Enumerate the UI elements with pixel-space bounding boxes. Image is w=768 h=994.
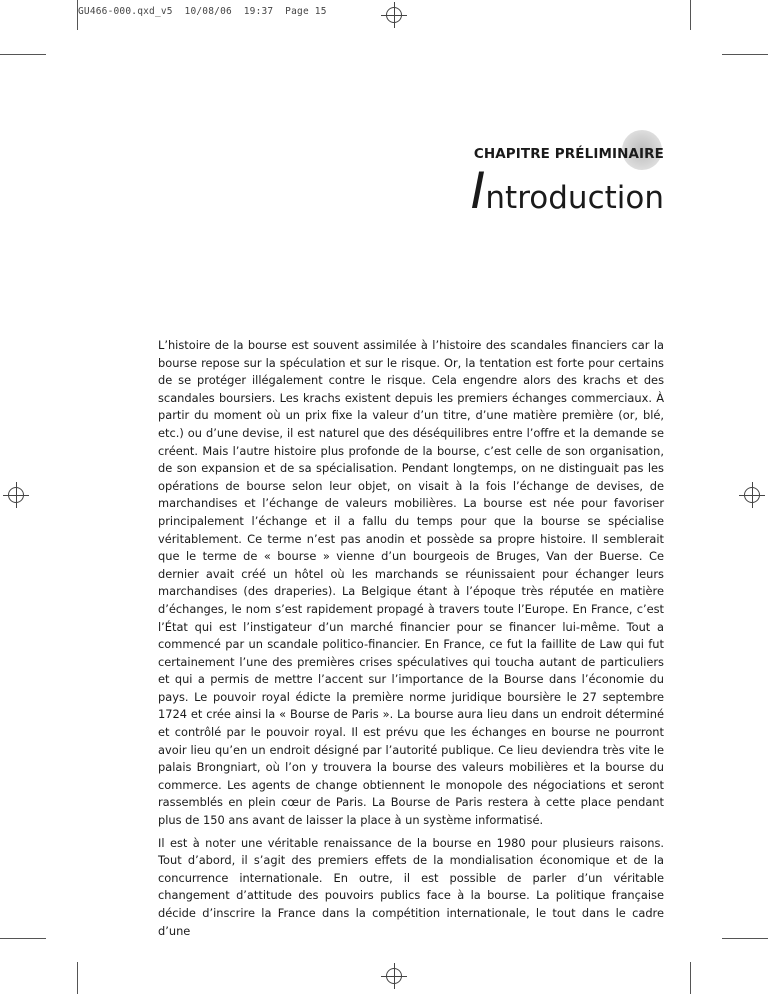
registration-mark-right [744,487,760,503]
registration-mark-left [8,487,24,503]
registration-mark-top [386,7,402,23]
crop-mark-top-right-v [690,0,691,30]
crop-mark-bottom-right-v [690,962,691,994]
crop-mark-bottom-right-h [722,938,768,939]
paragraph: Il est à noter une véritable renaissance de la bourse en 1980 pour plusieurs raisons. Tout d’abord, il s’agit des premiers effets de la mondialisation économique et de la concurrence internationale. En outre, il est possible de parler d’un véritable changement d’attitude des pouvoirs publics face à la bourse. La politique française décide d’inscrire la France dans la compétition internationale, le tout dans le cadre d’une [158,835,664,938]
registration-mark-bottom [386,968,402,984]
crop-mark-top-right-h [722,54,768,55]
crop-mark-bottom-left-v [77,962,78,994]
chapter-title-rest: ntroduction [485,180,664,216]
paragraph: L’histoire de la bourse est souvent assimilée à l’histoire des scandales financiers car la bourse repose sur la spéculation et sur le risque. Or, la tentation est forte pour certains de se protéger illégalement contre le risque. Cela engendre alors des krachs et des scandales boursiers. Les krachs existent depuis les premiers échanges commerciaux. À partir du moment où un prix fixe la valeur d’un titre, d’une matière première (or, blé, etc.) ou d’une devise, il est naturel que des déséquilibres entre l’offre et la demande se créent. Mais l’autre histoire plus profonde de la bourse, c’est celle de son organisation, de son expansion et de sa spécialisation. Pendant longtemps, on ne distinguait pas les opérations de bourse selon leur objet, on visait à la fois l’échange de devises, de marchandises et l’échange de valeurs mobilières. La bourse est née pour favoriser principalement l’échange et il a fallu du temps pour que la bourse se spécialise véritablement. Ce terme n’est pas anodin et possède sa propre histoire. Il semblerait que le terme de « bourse » vienne d’un bourgeois de Bruges, Van der Buerse. Ce dernier avait créé un hôtel où les marchands se réunissaient pour échanger leurs marchandises (des draperies). La Belgique étant à l’époque très réputée en matière d’échanges, le nom s’est rapidement propagé à travers toute l’Europe. En France, c’est l’État qui est l’instigateur d’un marché financier pour se financer lui-même. Tout a commencé par un scandale politico-financier. En France, ce fut la faillite de Law qui fut certainement l’une des premières crises spéculatives qui toucha autant de particuliers et qui a permis de mettre l’accent sur l’importance de la Bourse dans l’économie du pays. Le pouvoir royal édicte la première norme juridique boursière le 27 septembre 1724 et crée ainsi la « Bourse de Paris ». La bourse aura lieu dans un endroit déterminé et contrôlé par le pouvoir royal. Il est prévu que les échanges en bourse ne pourront avoir lieu qu’en un endroit désigné par l’autorité publique. Ce lieu deviendra très vite le palais Brongniart, où l’on y trouvera la bourse des valeurs mobilières et la bourse du commerce. Les agents de change obtiennent le monopole des négociations et seront rassemblés en plein cœur de Paris. La Bourse de Paris restera à cette place pendant plus de 150 ans avant de laisser la place à un système informatisé. [158,338,664,828]
crop-mark-top-left-h [0,54,46,55]
crop-mark-bottom-left-h [0,938,46,939]
chapter-title [470,162,664,220]
chapter-title-initial: I [470,162,486,220]
body-text [158,337,664,945]
crop-mark-top-left-v [77,0,78,30]
print-slug: GU466-000.qxd_v5 10/08/06 19:37 Page 15 [78,6,327,17]
chapter-label: CHAPITRE PRÉLIMINAIRE [473,146,664,162]
